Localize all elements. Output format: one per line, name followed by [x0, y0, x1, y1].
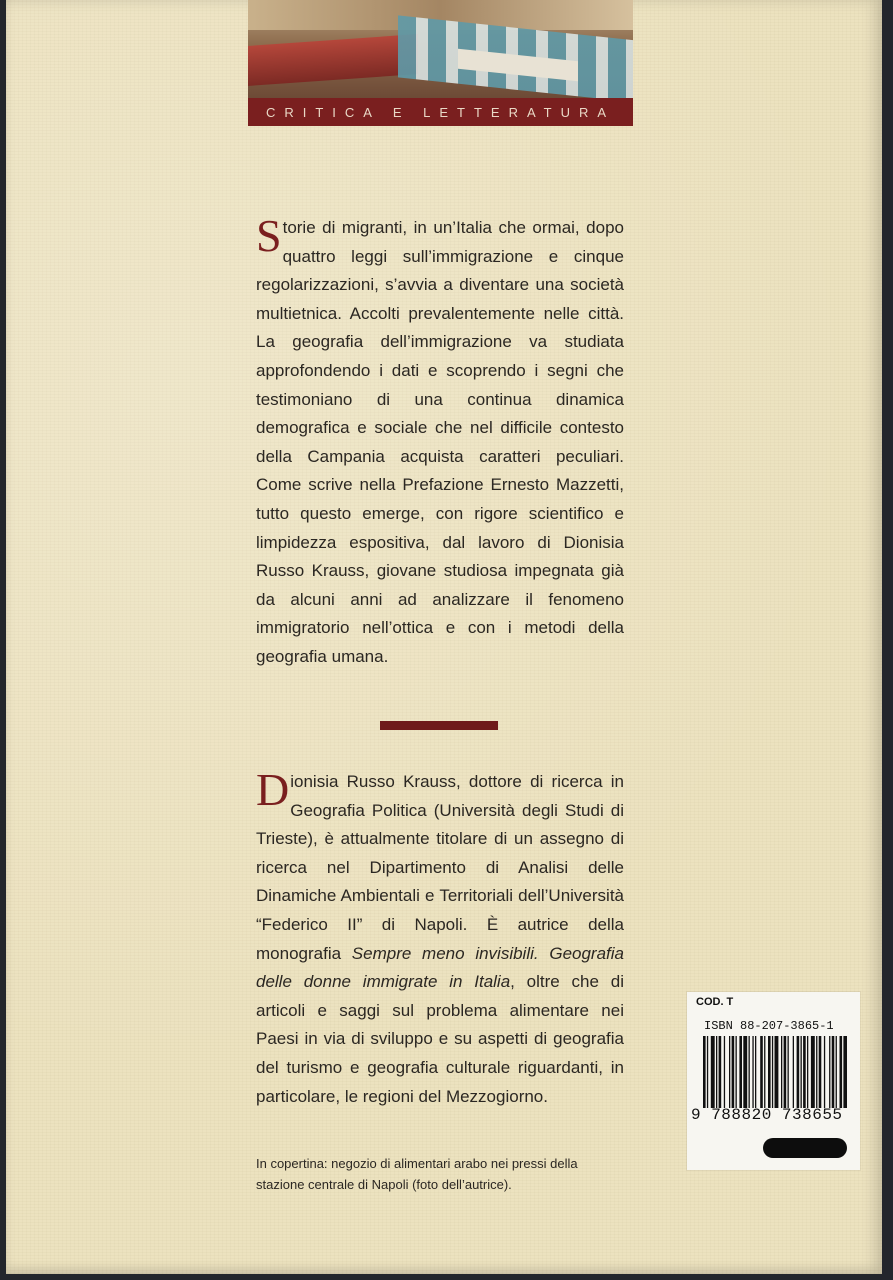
- cover-caption: In copertina: negozio di alimentari arabo nei pressi della stazione centrale di Napoli (foto dell’autrice).: [256, 1156, 578, 1192]
- author-bio-text-a: ionisia Russo Krauss, dottore di ricerca in Geografia Politica (Università degli Studi di Trieste), è attualmente titolare di un assegno di ricerca nel Dipartimento di Analisi delle Dinamiche Ambientali e Territoriali dell’Università “Federico II” di Napoli. È autrice della monografia: [256, 772, 624, 963]
- author-bio-paragraph: [256, 764, 625, 1111]
- dropcap: S: [256, 210, 282, 261]
- series-label: CRITICA E LETTERATURA: [265, 104, 616, 120]
- barcode-sticker: [687, 992, 860, 1170]
- cover-photo: [248, 0, 633, 98]
- photo-red-awning: [248, 34, 418, 86]
- cod-label: COD. T: [696, 996, 734, 1008]
- author-bio-text-b: , oltre che di articoli e saggi sul problema alimentare nei Paesi in via di sviluppo e su aspetti di geografia del turismo e geografia culturale riguardanti, in particolare, le regioni del Mezzogiorno.: [256, 972, 624, 1106]
- synopsis-paragraph: [256, 210, 624, 672]
- synopsis-text: torie di migranti, in un’Italia che ormai, dopo quattro leggi sull’immigrazione e cinque regolarizzazioni, s’avvia a diventare una società multietnica. Accolti prevalentemente nelle città. La geografia dell’immigrazione va studiata approfondendo i dati e scoprendo i segni che testimoniano di una continua dinamica demografica e sociale che nel difficile contesto della Campania acquista caratteri peculiari. Come scrive nella Prefazione Ernesto Mazzetti, tutto questo emerge, con rigore scientifico e limpidezza espositiva, dal lavoro di Dionisia Russo Krauss, giovane studiosa impegnata già da alcuni anni ad analizzare il fenomeno immigratorio nell’ottica e con i metodi della geografia umana.: [256, 218, 624, 666]
- series-band: [248, 98, 633, 126]
- ean-text: 9 788820 738655: [691, 1106, 843, 1124]
- section-divider: [380, 721, 498, 730]
- isbn-text: ISBN 88-207-3865-1: [704, 1019, 834, 1033]
- dropcap: D: [256, 764, 290, 815]
- book-title: Sempre meno invisibili. Geografia delle donne immigrate in Italia: [256, 943, 625, 992]
- redaction-mark: [763, 1138, 847, 1158]
- barcode-bars: [703, 1036, 847, 1108]
